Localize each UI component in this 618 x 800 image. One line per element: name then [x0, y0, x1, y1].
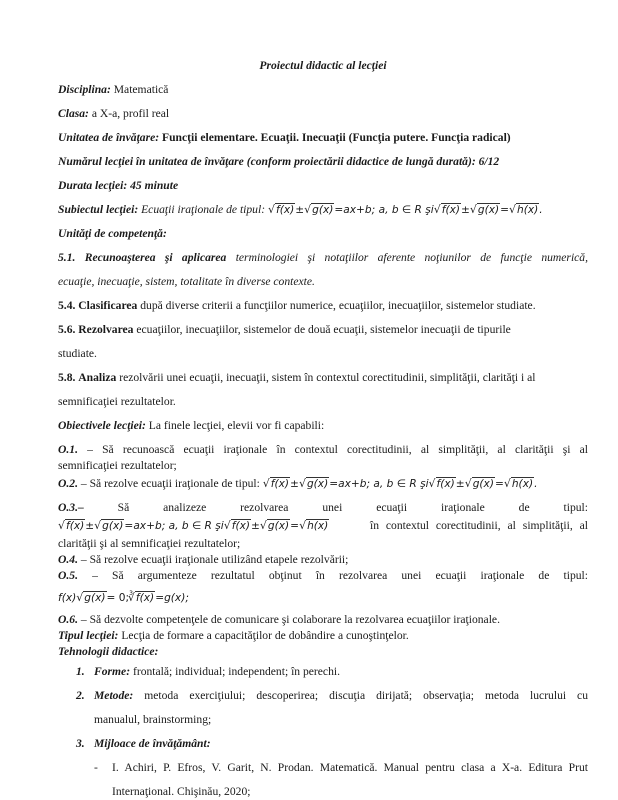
objective-o5-formula: f(x)√ g(x)= 0;$^3$√ f(x)=g(x);: [58, 592, 189, 604]
document-title: Proiectul didactic al lecţiei: [259, 59, 387, 72]
competence-5-1: 5.1. Recunoaşterea şi aplicarea terminologiei şi notaţiilor aferente noţiunilor de funcţie numerică,: [58, 251, 589, 264]
objective-o3-formula-line: √ f(x)±√ g(x)=ax+b; a, b ∈ R şi√ f(x)±√ g(x)=√ h(x) în contextul corectitudinii, al simplităţii, al: [58, 518, 588, 534]
competence-5-6: 5.6. Rezolvarea ecuaţiilor, inecuaţiilor, sistemelor de două ecuaţii, sistemelor inecuaţii de tipurile: [58, 323, 511, 336]
discipline-label: Disciplina:: [58, 83, 111, 96]
objective-o3-formula: √ f(x)±√ g(x)=ax+b; a, b ∈ R şi√ f(x)±√ g(x)=√ h(x): [58, 520, 329, 532]
technologies-heading: Tehnologii didactice:: [58, 645, 159, 658]
lesson-type-row: [58, 628, 409, 643]
objective-o1-cont: semnificaţiei rezultatelor;: [58, 459, 177, 472]
unit-row: [58, 130, 511, 145]
class-row: [58, 106, 169, 121]
discipline-value: Matematică: [113, 83, 169, 96]
competence-5-8: 5.8. Analiza rezolvării unei ecuaţii, inecuaţii, sistem în contextul corectitudinii, simplităţii, clarităţi i al: [58, 371, 536, 384]
objective-o1: O.1. – Să recunoască ecuaţii iraţionale în contextul corectitudinii, al simplităţii, al clarităţii şi al: [58, 443, 588, 456]
subject-label: Subiectul lecţiei:: [58, 203, 139, 216]
objectives-heading: Obiectivele lecţiei:: [58, 419, 146, 432]
competences-heading: Unităţi de competenţă:: [58, 227, 167, 240]
objective-o2-formula: √ f(x)±√ g(x)=ax+b; a, b ∈ R şi√ f(x)±√ g(x)=√ h(x).: [263, 478, 538, 490]
technology-item-1: 1. Forme: frontală; individual; independent; în perechi.: [76, 665, 340, 678]
lesson-number: Numărul lecţiei în unitatea de învăţare (conform proiectării didactice de lungă durată): 6/12: [58, 155, 500, 168]
competence-5-4: 5.4. Clasificarea după diverse criterii a funcţiilor numerice, ecuaţiilor, inecuaţiilor, sistemelor studiate.: [58, 299, 536, 312]
competence-5-8-cont: semnificaţiei rezultatelor.: [58, 395, 176, 408]
objective-o5: O.5. – Să argumenteze rezultatul obţinut în rezolvarea unei ecuaţii iraţionale de tipul:: [58, 569, 588, 582]
technology-item-2: 2. Metode: metoda exerciţiului; descoperirea; discuţia dirijată; observaţia; metoda lucrului cu: [76, 689, 588, 702]
discipline-row: [58, 82, 168, 97]
objective-o3: O.3.– Să analizeze rezolvarea unei ecuaţii iraţionale de tipul:: [58, 501, 588, 514]
competence-5-1-cont: ecuaţie, inecuaţie, sistem, totalitate în diverse contexte.: [58, 275, 315, 288]
unit-value: Funcţii elementare. Ecuaţii. Inecuaţii (Funcţia putere. Funcţia radical): [162, 131, 511, 144]
resource-item-1: - I. Achiri, P. Efros, V. Garit, N. Prodan. Matematică. Manual pentru clasa a X-a. Editura Prut: [94, 761, 588, 774]
lesson-type-value: Lecţia de formare a capacităţilor de dobândire a cunoştinţelor.: [121, 629, 409, 642]
subject-row: [58, 202, 543, 218]
resource-item-1-cont: Internaţional. Chişinău, 2020;: [112, 785, 251, 798]
class-label: Clasa:: [58, 107, 89, 120]
unit-label: Unitatea de învăţare:: [58, 131, 160, 144]
objectives-row: [58, 418, 324, 433]
subject-value: Ecuaţii iraţionale de tipul:: [141, 203, 266, 216]
class-value: a X-a, profil real: [91, 107, 170, 120]
objectives-intro: La finele lecţiei, elevii vor fi capabili:: [148, 419, 325, 432]
objective-o2: O.2. – Să rezolve ecuaţii iraţionale de tipul: √ f(x)±√ g(x)=ax+b; a, b ∈ R şi√ f(x)±√ g(x)=√ h(x).: [58, 476, 537, 492]
objective-o3-cont: clarităţii şi al semnificaţiei rezultatelor;: [58, 537, 241, 550]
competence-5-6-cont: studiate.: [58, 347, 97, 360]
lesson-duration: Durata lecţiei: 45 minute: [58, 179, 179, 192]
objective-o6: O.6. – Să dezvolte competenţele de comunicare şi colaborare la rezolvarea ecuaţiilor iraţionale.: [58, 613, 500, 626]
technology-item-3: 3. Mijloace de învăţământ:: [76, 737, 211, 750]
subject-formula: √ f(x)±√ g(x)=ax+b; a, b ∈ R şi√ f(x)±√ g(x)=√ h(x).: [268, 204, 543, 216]
objective-o5-formula-line: [58, 586, 189, 606]
objective-o4: O.4. – Să rezolve ecuaţii iraţionale utilizând etapele rezolvării;: [58, 553, 349, 566]
technology-item-2-cont: manualul, brainstorming;: [94, 713, 212, 726]
lesson-type-label: Tipul lecţiei:: [58, 629, 119, 642]
